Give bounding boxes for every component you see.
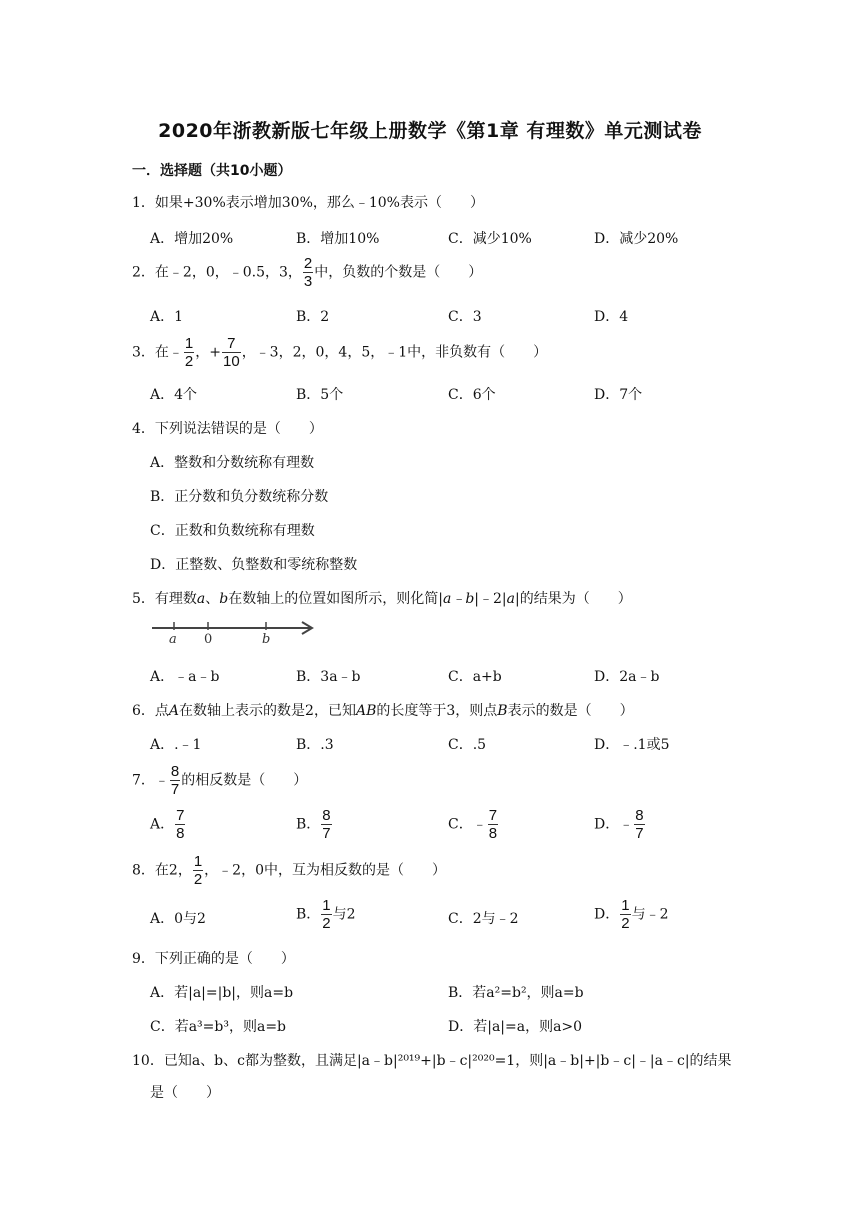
q5-option-d[interactable]: D．2a﹣b — [594, 669, 660, 685]
q3-option-c[interactable]: C．6个 — [448, 387, 496, 403]
fraction-8-7: $\frac{8}{7}$ — [170, 763, 180, 798]
q8-option-c[interactable]: C．2与﹣2 — [448, 911, 519, 927]
q5-option-a[interactable]: A．﹣a﹣b — [150, 669, 220, 685]
q3-option-b[interactable]: B．5个 — [296, 387, 344, 403]
q7-option-d[interactable]: D．﹣ $\frac{8}{7}$ — [594, 807, 644, 842]
q1-option-d[interactable]: D．减少20% — [594, 231, 679, 247]
axis-label-zero: 0 — [204, 632, 213, 647]
q8-option-d[interactable]: D． $\frac{1}{2}$ 与﹣2 — [594, 897, 669, 932]
q6-option-b[interactable]: B．.3 — [296, 737, 334, 753]
q3-option-d[interactable]: D．7个 — [594, 387, 643, 403]
q1-option-b[interactable]: B．增加10% — [296, 231, 380, 247]
question-10-line-2: 是（ ） — [150, 1085, 220, 1101]
q6-option-c[interactable]: C．.5 — [448, 737, 487, 753]
q7-option-b[interactable]: B． $\frac{8}{7}$ — [296, 807, 331, 842]
q2-option-d[interactable]: D．4 — [594, 309, 629, 325]
q4-option-b[interactable]: B．正分数和负分数统称分数 — [150, 489, 329, 505]
question-7: 7．﹣ $\frac{8}{7}$ 的相反数是（ ） — [132, 763, 308, 798]
axis-label-a: a — [169, 632, 177, 647]
number-line-figure — [150, 616, 320, 650]
question-2: 2．在﹣2，0，﹣0.5，3， $\frac{2}{3}$ 中，负数的个数是（ ） — [132, 255, 483, 290]
q2-option-c[interactable]: C．3 — [448, 309, 482, 325]
question-9: 9．下列正确的是（ ） — [132, 951, 295, 967]
question-5: 5．有理数a、b在数轴上的位置如图所示，则化简|a﹣b|﹣2|a|的结果为（ ） — [132, 591, 632, 607]
question-6: 6．点A在数轴上表示的数是2，已知AB的长度等于3，则点B表示的数是（ ） — [132, 703, 634, 719]
q7-option-a[interactable]: A． $\frac{7}{8}$ — [150, 807, 185, 842]
q4-option-c[interactable]: C．正数和负数统称有理数 — [150, 523, 315, 539]
q8-option-a[interactable]: A．0与2 — [150, 911, 206, 927]
axis-label-b: b — [262, 632, 271, 647]
q9-option-d[interactable]: D．若|a|=a，则a>0 — [448, 1019, 583, 1035]
q1-option-a[interactable]: A．增加20% — [150, 231, 234, 247]
q9-option-b[interactable]: B．若a²=b²，则a=b — [448, 985, 584, 1001]
q9-option-c[interactable]: C．若a³=b³，则a=b — [150, 1019, 287, 1035]
fraction-2-3: $\frac{2}{3}$ — [303, 255, 313, 290]
q6-option-a[interactable]: A．.﹣1 — [150, 737, 202, 753]
question-3: 3．在﹣ $\frac{1}{2}$ ，+ $\frac{7}{10}$ ，﹣3，2，0，4，5，﹣1中，非负数有（ ） — [132, 335, 548, 370]
q3-option-a[interactable]: A．4个 — [150, 387, 198, 403]
q1-option-c[interactable]: C．减少10% — [448, 231, 532, 247]
question-10-line-1: 10．已知a、b、c都为整数，且满足|a﹣b|²⁰¹⁹+|b﹣c|²⁰²⁰=1，则|a﹣b|+|b﹣c|﹣|a﹣c|的结果 — [132, 1053, 732, 1069]
q8-option-b[interactable]: B． $\frac{1}{2}$ 与2 — [296, 897, 356, 932]
q6-option-d[interactable]: D．﹣.1或5 — [594, 737, 670, 753]
q9-option-a[interactable]: A．若|a|=|b|，则a=b — [150, 985, 294, 1001]
q2-option-a[interactable]: A．1 — [150, 309, 184, 325]
fraction-1-2: $\frac{1}{2}$ — [193, 853, 203, 888]
q5-option-b[interactable]: B．3a﹣b — [296, 669, 361, 685]
q4-option-d[interactable]: D．正整数、负整数和零统称整数 — [150, 557, 358, 573]
question-8: 8．在2， $\frac{1}{2}$ ，﹣2，0中，互为相反数的是（ ） — [132, 853, 446, 888]
question-1: 1．如果+30%表示增加30%，那么﹣10%表示（ ） — [132, 195, 484, 211]
fraction-7-10: $\frac{7}{10}$ — [223, 335, 240, 370]
fraction-1-2: $\frac{1}{2}$ — [184, 335, 194, 370]
page-title: 2020年浙教新版七年级上册数学《第1章 有理数》单元测试卷 — [158, 120, 702, 142]
q2-option-b[interactable]: B．2 — [296, 309, 330, 325]
question-4: 4．下列说法错误的是（ ） — [132, 421, 323, 437]
section-heading: 一．选择题（共10小题） — [132, 163, 292, 179]
q4-option-a[interactable]: A．整数和分数统称有理数 — [150, 455, 315, 471]
q7-option-c[interactable]: C．﹣ $\frac{7}{8}$ — [448, 807, 498, 842]
q5-option-c[interactable]: C．a+b — [448, 669, 502, 685]
